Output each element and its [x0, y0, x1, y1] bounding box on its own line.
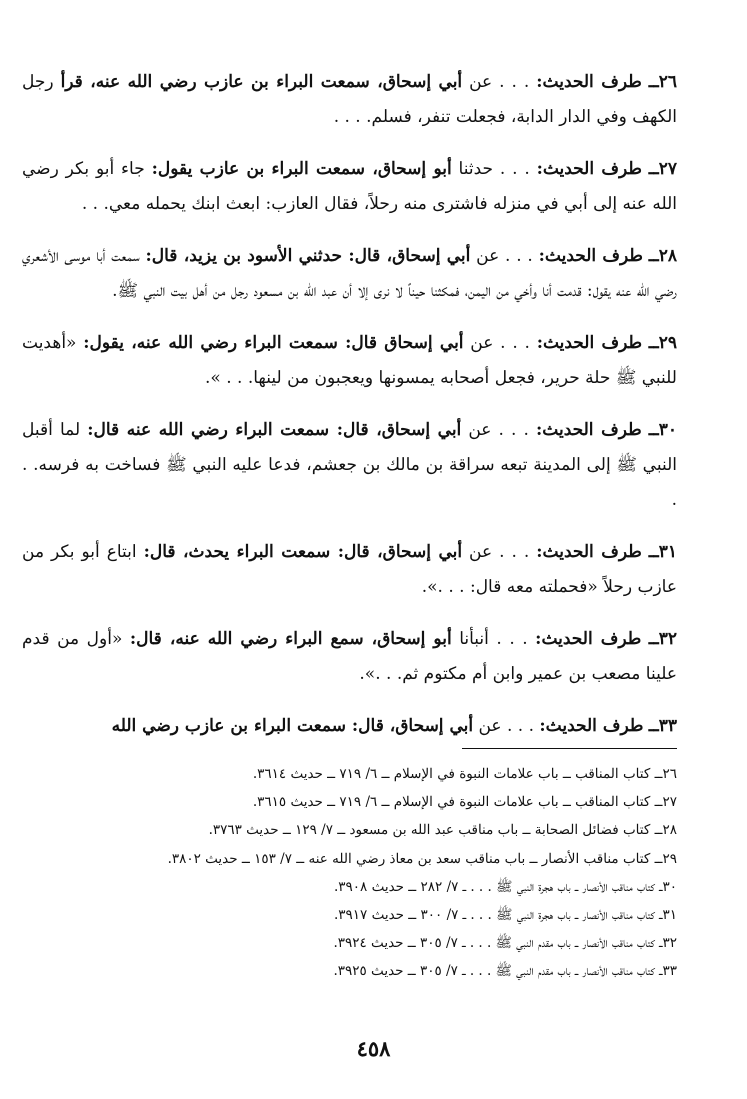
- footnote-item: ٣١ــ كتاب مناقب الأنصار ــ باب هجرة النبي ﷺ . . . ــ ٧/ ٣٠٠ ــ حديث ٣٩١٧.: [333, 907, 677, 924]
- footnotes: [37, 760, 677, 986]
- entry-text: ابتاع أبو بكر من عازب رحلاً «فحملته معه قال: . . .».: [22, 542, 677, 597]
- footnote-item: ٢٧ــ كتاب المناقب ــ باب علامات النبوة في الإسلام ــ ٦/ ٧١٩ ــ حديث ٣٦١٥.: [252, 794, 677, 811]
- entry-label: طرف الحديث:: [536, 72, 642, 92]
- entry-chain: أبي إسحاق قال: سمعت البراء رضي الله عنه، يقول:: [83, 333, 464, 353]
- entry-number: ٢٦ــ: [648, 72, 677, 92]
- entry-text: رجل الكهف وفي الدار الدابة، فجعلت تنفر، فسلم. . . .: [22, 72, 677, 127]
- entry-label: طرف الحديث:: [538, 246, 643, 266]
- hadith-entry-26: [22, 65, 677, 135]
- page-number: ٤٥٨: [356, 1036, 391, 1061]
- entry-text: سمعت أبا موسى الأشعري رضي الله عنه يقول: قدمت أنا وأخي من اليمن، فمكثنا حيناً لا نرى إلا أن عبد الله بن مسعود رجل من أهل بيت النبي ﷺ.: [22, 246, 677, 301]
- hadith-entry-32: [22, 622, 677, 692]
- footnote-divider: [462, 748, 677, 749]
- entry-text: «أهديت للنبي ﷺ حلة حرير، فجعل أصحابه يمسونها ويعجبون من لينها. . . ».: [22, 333, 677, 388]
- hadith-entry-31: [22, 535, 677, 605]
- entry-label: طرف الحديث:: [536, 420, 642, 440]
- entry-intro: . . . عن: [470, 246, 539, 266]
- entry-intro: . . . حدثنا: [451, 159, 537, 179]
- entry-text: جاء أبو بكر رضي الله عنه إلى أبي في منزله فاشترى منه رحلاً، فقال العازب: ابعث ابنك يحمله معي. . .: [22, 159, 677, 214]
- entry-number: ٣٢ــ: [648, 629, 678, 649]
- footnote-item: ٣٣ــ كتاب مناقب الأنصار ــ باب مقدم النبي ﷺ . . . ــ ٧/ ٣٠٥ ــ حديث ٣٩٢٥.: [333, 963, 677, 980]
- entry-intro: . . . عن: [473, 716, 540, 736]
- entry-intro: . . . عن: [462, 72, 537, 92]
- hadith-entry-28: [22, 239, 677, 309]
- entry-label: طرف الحديث:: [539, 716, 644, 736]
- entry-number: ٣٣ــ: [648, 716, 677, 736]
- footnote-item: ٢٦ــ كتاب المناقب ــ باب علامات النبوة في الإسلام ــ ٦/ ٧١٩ ــ حديث ٣٦١٤.: [252, 766, 677, 782]
- entry-chain: أبي إسحاق، قال: سمعت البراء يحدث، قال:: [143, 542, 463, 562]
- hadith-entry-27: [22, 152, 677, 222]
- entry-text: «أول من قدم علينا مصعب بن عمير وابن أم مكتوم ثم. . .».: [22, 629, 677, 684]
- entry-chain: أبي إسحاق، قال: حدثني الأسود بن يزيد، قال:: [145, 246, 471, 266]
- hadith-entry-33: [22, 709, 677, 744]
- hadith-entry-30: [22, 413, 677, 518]
- footnote-item: ٢٩ــ كتاب مناقب الأنصار ــ باب مناقب سعد بن معاذ رضي الله عنه ــ ٧/ ١٥٣ ــ حديث ٣٨٠٢.: [167, 850, 677, 867]
- entry-chain: أبو إسحاق، سمعت البراء بن عازب يقول:: [151, 159, 452, 179]
- entry-number: ٢٨ــ: [648, 246, 677, 266]
- entry-number: ٢٩ــ: [648, 333, 678, 353]
- entry-text: لما أقبل النبي ﷺ إلى المدينة تبعه سراقة بن مالك بن جعشم، فدعا عليه النبي ﷺ فساخت به فرسه. . .: [22, 420, 677, 510]
- entry-chain: أبي إسحاق، قال: سمعت البراء رضي الله عنه قال:: [87, 420, 462, 440]
- main-text: [22, 48, 677, 751]
- entry-label: طرف الحديث:: [536, 159, 642, 179]
- footnote-item: ٢٨ــ كتاب فضائل الصحابة ــ باب مناقب عبد الله بن مسعود ــ ٧/ ١٢٩ ــ حديث ٣٧٦٣.: [208, 822, 677, 839]
- entry-label: طرف الحديث:: [536, 333, 643, 353]
- entry-intro: . . . عن: [461, 420, 537, 440]
- entry-label: طرف الحديث:: [535, 629, 642, 649]
- entry-chain: أبي إسحاق، قال: سمعت البراء بن عازب رضي الله: [111, 716, 474, 736]
- footnote-item: ٣٠ــ كتاب مناقب الأنصار ــ باب هجرة النبي ﷺ . . . ــ ٧/ ٢٨٢ ــ حديث ٣٩٠٨.: [333, 878, 677, 895]
- footnote-item: ٣٢ــ كتاب مناقب الأنصار ــ باب مقدم النبي ﷺ . . . ــ ٧/ ٣٠٥ ــ حديث ٣٩٢٤.: [333, 935, 677, 952]
- entry-intro: . . . أنبأنا: [451, 629, 536, 649]
- entry-number: ٢٧ــ: [648, 159, 678, 179]
- entry-number: ٣٠ــ: [648, 420, 677, 440]
- entry-chain: أبي إسحاق، سمعت البراء بن عازب رضي الله عنه، قرأ: [60, 72, 463, 92]
- entry-intro: . . . عن: [462, 542, 537, 562]
- entry-label: طرف الحديث:: [536, 542, 642, 562]
- hadith-entry-29: [22, 326, 677, 396]
- entry-intro: . . . عن: [463, 333, 537, 353]
- entry-number: ٣١ــ: [648, 542, 678, 562]
- entry-chain: أبو إسحاق، سمع البراء رضي الله عنه، قال:: [129, 629, 452, 649]
